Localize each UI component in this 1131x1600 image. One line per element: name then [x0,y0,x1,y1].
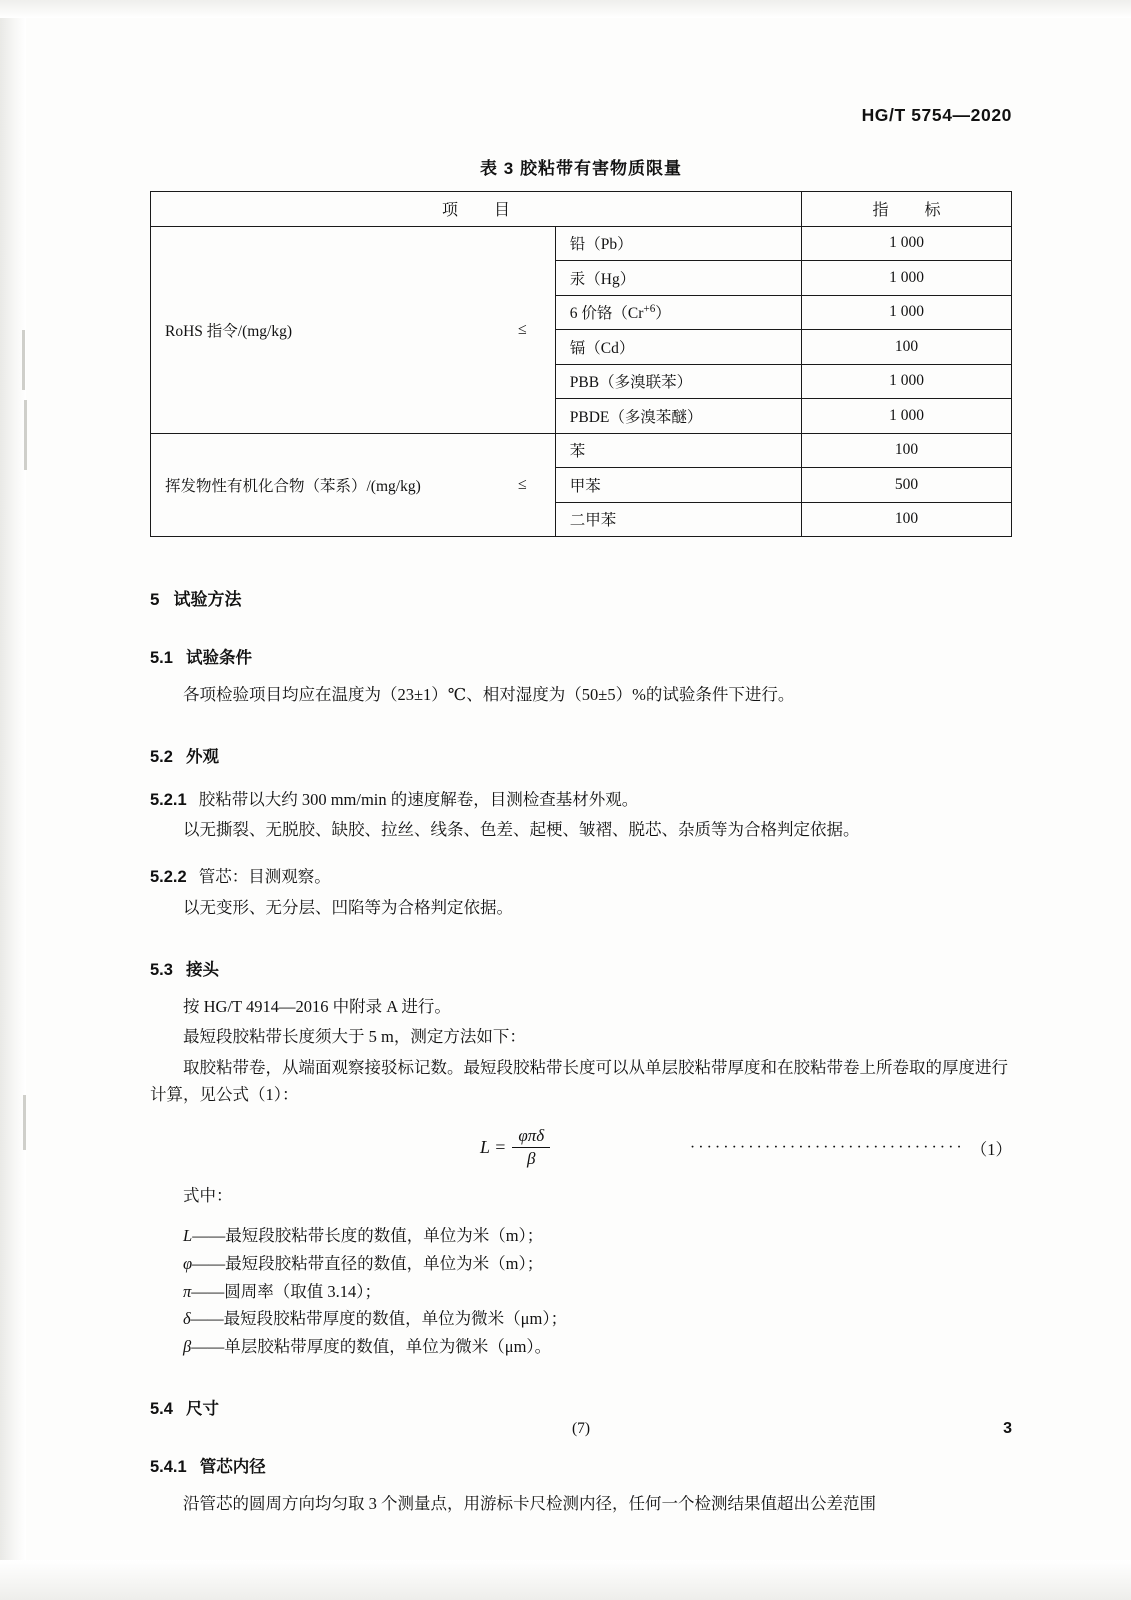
definition-symbol: π [183,1281,192,1301]
definition-item [150,1222,1012,1250]
substance-value: 100 [802,502,1012,537]
section-heading-5-3 [150,956,1012,980]
clause-number: 5.2.2 [150,868,187,887]
scan-artifact-3 [23,1095,26,1150]
definition-symbol: δ [183,1309,191,1329]
page-number: 3 [1003,1420,1012,1437]
definition-symbol: φ [183,1253,193,1273]
section-heading-5-4 [150,1395,1012,1419]
paragraph-5-3-3: 取胶粘带卷，从端面观察接驳标记数。最短段胶粘带长度可以从单层胶粘带厚度和在胶粘带卷上所卷取的厚度进行计算，见公式（1）： [150,1058,1008,1104]
clause-5-2-1-continuation: 以无撕裂、无脱胶、缺胶、拉丝、线条、色差、起梗、皱褶、脱芯、杂质等为合格判定依据。 [183,820,860,840]
paragraph-5-1: 各项检验项目均应在温度为（23±1）℃、相对湿度为（50±5）%的试验条件下进行。 [183,685,795,704]
section-title: 外观 [185,747,219,766]
standard-code-header: HG/T 5754—2020 [861,105,1012,125]
paragraph-5-3-1: 按 HG/T 4914—2016 中附录 A 进行。 [183,996,451,1016]
formula-expression [480,1126,550,1169]
harmful-substance-limit-table [150,191,1012,537]
formula-leader-dots: ································· [689,1138,965,1156]
table-caption: 表 3 胶粘带有害物质限量 [480,159,682,178]
section-title: 管芯内径 [199,1457,266,1476]
definition-item [150,1278,1012,1306]
section-number: 5.2 [150,747,173,766]
definition-symbol: L [183,1226,193,1246]
clause-text: 管芯：目测观察。 [198,867,331,887]
substance-name: 铅（Pb） [555,226,801,261]
substance-value: 1 000 [802,226,1012,261]
definition-text: ——单层胶粘带厚度的数值，单位为微米（μm）。 [191,1337,552,1357]
substance-value: 1 000 [802,295,1012,330]
clause-number: 5.2.1 [150,790,187,809]
substance-name: 二甲苯 [555,502,801,537]
paragraph-5-4-1: 沿管芯的圆周方向均匀取 3 个测量点，用游标卡尺检测内径，任何一个检测结果值超出公差范围 [183,1493,876,1513]
definition-item [150,1333,1012,1361]
definition-text: ——圆周率（取值 3.14）； [191,1281,382,1301]
formula-fraction [512,1126,550,1169]
section-title: 尺寸 [185,1399,219,1418]
section-heading-5-4-1 [150,1453,1012,1477]
page-footer [150,1420,1012,1438]
substance-value: 100 [802,330,1012,365]
definition-symbol: β [183,1337,192,1357]
section-heading-5-2 [150,743,1012,767]
section-title: 试验方法 [173,590,242,609]
symbol-definition-list [150,1222,1012,1361]
definition-text: ——最短段胶粘带直径的数值，单位为米（m）； [192,1253,544,1273]
group-operator: ≤ [518,320,527,338]
substance-name: PBDE（多溴苯醚） [555,399,801,434]
group-operator: ≤ [518,475,527,493]
formula-lhs: L = [480,1137,507,1158]
table-header-index: 指 标 [802,192,1012,227]
section-number: 5 [150,590,160,609]
section-title: 试验条件 [185,649,252,667]
table-row [151,433,1012,468]
substance-name: PBB（多溴联苯） [555,364,801,399]
definition-item [150,1305,1012,1333]
formula-denominator: β [527,1149,536,1169]
table-header-row [151,192,1012,227]
group-label-voc [151,433,556,537]
section-number: 5.4.1 [150,1457,187,1476]
scan-artifact-1 [22,330,25,390]
where-label: 式中： [183,1186,233,1206]
section-number: 5.4 [150,1399,173,1418]
table-row [151,226,1012,261]
group-name: 挥发物性有机化合物（苯系）/(mg/kg) [165,477,421,495]
table-header-item: 项 目 [151,192,802,227]
page-edge-shadow-top [0,0,1131,18]
definition-text: ——最短段胶粘带长度的数值，单位为米（m）； [192,1226,544,1246]
clause-5-2-2 [150,864,1012,891]
substance-value: 500 [802,468,1012,503]
group-label-rohs [151,226,556,433]
section-title: 接头 [185,960,219,979]
substance-value: 1 000 [802,364,1012,399]
substance-name: 镉（Cd） [555,330,801,365]
substance-value: 100 [802,433,1012,468]
substance-name: 甲苯 [555,468,801,503]
clause-text: 胶粘带以大约 300 mm/min 的速度解卷，目测检查基材外观。 [198,789,639,809]
section-heading-5 [150,585,1012,610]
substance-name: 苯 [555,433,801,468]
substance-name: 汞（Hg） [555,261,801,296]
page-content [150,105,1012,1518]
substance-value: 1 000 [802,261,1012,296]
substance-value: 1 000 [802,399,1012,434]
clause-5-2-1 [150,787,1012,814]
group-name: RoHS 指令/(mg/kg) [165,322,293,340]
paragraph-5-3-2: 最短段胶粘带长度须大于 5 m，测定方法如下： [183,1027,526,1047]
section-heading-5-1 [150,644,1012,668]
section-number: 5.1 [150,649,173,667]
clause-5-2-2-continuation: 以无变形、无分层、凹陷等为合格判定依据。 [183,897,513,917]
section-number: 5.3 [150,960,173,979]
page-edge-shadow-bottom [0,1560,1131,1600]
page-edge-shadow-left [0,0,26,1600]
substance-name: 6 价铬$(Cr^{+6})$ [555,295,801,330]
footer-center-label: (7) [571,1420,591,1437]
definition-item [150,1250,1012,1278]
definition-text: ——最短段胶粘带厚度的数值，单位为微米（μm）； [190,1309,568,1329]
formula-number: （1） [970,1139,1012,1159]
scan-artifact-2 [24,400,27,470]
formula-row-1 [150,1126,1012,1169]
formula-numerator: φπδ [512,1126,550,1148]
